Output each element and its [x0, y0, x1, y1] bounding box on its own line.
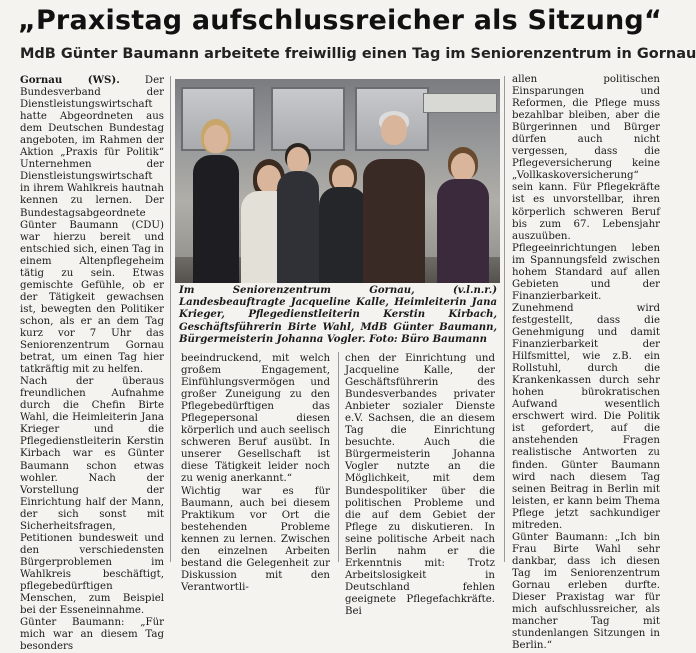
paragraph: beeindruckend, mit welch großem Engagement, Einfühlungsvermögen und großer Zuneigung zu den Pflegebedürftigen das Pflegepersonal diesen körperlich und auch seelisch schweren Beruf ausübt. In unserer Gesellschaft ist diese Tätigkeit leider noch zu wenig anerkannt.“ [181, 353, 330, 485]
paragraph: Pflegeeinrichtungen leben im Spannungsfeld zwischen hohem Standard auf allen Gebieten und der Finanzierbarkeit. Zunehmend wird festgestellt, dass die Genehmigung und damit Finanzierbarkeit der Hilfsmittel, wie z.B. ein Rollstuhl, durch die Krankenkassen durch sehr hohen bürokratischen Aufwand wesentlich erschwert wird. Die Politik ist gefordert, auf die anstehenden Fragen realistische Antworten zu finden. Günter Baumann wird nach diesem Tag seinen Beitrag in Berlin mit leisten, er kann beim Thema Pflege jetzt sachkundiger mitreden. [512, 242, 660, 531]
person-silhouette [319, 123, 367, 283]
paragraph: Nach der überaus freundlichen Aufnahme durch die Chefin Birte Wahl, die Heimleiterin Jana Krieger und die Pflegedienstleiterin Kerstin Kirbach war es Günter Baumann schon etwas wohler. Nach der Vorstellung der Einrichtung half der Mann, der sich sonst mit Sicherheitsfragen, Petitionen bundesweit und den verschiedensten Bürgerproblemen im Wahlkreis beschäftigt, pflegebedürftigen Menschen, zum Beispiel bei der Esseneinnahme. [20, 376, 164, 617]
paragraph: allen politischen Einsparungen und Reformen, die Pflege muss bezahlbar bleiben, aber die Bürgerinnen und Bürger dürfen auch nicht vergessen, dass die Pflegeversicherung keine „Vollkaskoversicherung“ sein kann. Für Pflegekräfte ist es unvorstellbar, ihren körperlich schweren Beruf bis zum 67. Lebensjahr auszuüben. [512, 74, 660, 242]
person-silhouette [363, 97, 425, 283]
photo-sign [423, 93, 497, 113]
person-silhouette [193, 101, 239, 283]
column-divider [338, 352, 339, 562]
column-divider [170, 76, 171, 562]
person-silhouette [277, 113, 319, 283]
paragraph: Günter Baumann: „Ich bin Frau Birte Wahl sehr dankbar, dass ich diesen Tag im Seniorenzentrum Gornau erleben durfte. Dieser Praxistag war für mich aufschlussreicher, als mancher Tag mit stundenlangen Sitzungen in Berlin.“ [512, 531, 660, 652]
article-column-4 [512, 74, 660, 652]
paragraph: Wichtig war es für Baumann, auch bei diesem Praktikum vor Ort die bestehenden Probleme kennen zu lernen. Zwischen den einzelnen Arbeiten bestand die Gelegenheit zur Diskussion mit den Verantwortli- [181, 485, 330, 593]
lead-paragraph [20, 74, 164, 376]
paragraph: Günter Baumann: „Für mich war an diesem Tag besonders [20, 617, 164, 653]
article-column-3 [345, 353, 495, 617]
group-photo [175, 79, 500, 283]
article-column-2 [181, 353, 330, 593]
person-silhouette [437, 117, 489, 283]
lead-text: Der Bundesverband der Dienstleistungswirtschaft hatte Abgeordneten aus dem Deutschen Bundestag angeboten, im Rahmen der Aktion „Praxis für Politik“ Unternehmen der Dienstleistungswirtschaft in ihrem Wahlkreis hautnah kennen zu lernen. Der Bundestagsabgeordnete Günter Baumann (CDU) war hierzu bereit und entschied sich, einen Tag in einem Altenpflegeheim tätig zu sein. Etwas gemischte Gefühle, ob er der Tätigkeit gewachsen ist, bewegten den Politiker schon, als er an dem Tag kurz vor 7 Uhr das Seniorenzentrum Gornau betrat, um einen Tag hier tatkräftig mit zu helfen. [20, 75, 164, 376]
article-column-1 [20, 74, 164, 653]
photo-caption: Im Seniorenzentrum Gornau, (v.l.n.r.) Landesbeauftragte Jacqueline Kalle, Heimleiterin Jana Krieger, Pflegedienstleiterin Kerstin Kirbach, Geschäftsführerin Birte Wahl, MdB Günter Baumann, Bürgermeisterin Johanna Vogler. Foto: Büro Baumann [179, 285, 497, 345]
column-divider [504, 76, 505, 562]
subheadline: MdB Günter Baumann arbeitete freiwillig einen Tag im Seniorenzentrum in Gornau [20, 46, 696, 62]
dateline: Gornau (WS). [20, 74, 120, 86]
headline: „Praxistag aufschlussreicher als Sitzung“ [18, 5, 662, 36]
paragraph: chen der Einrichtung und Jacqueline Kalle, der Geschäftsführerin des Bundesverbandes privater Anbieter sozialer Dienste e.V. Sachsen, die an diesem Tag die Einrichtung besuchte. Auch die Bürgermeisterin Johanna Vogler nutzte an die Möglichkeit, mit dem Bundespolitiker über die politischen Probleme und die auf dem Gebiet der Pflege zu diskutieren. In seine politische Arbeit nach Berlin nahm er die Erkenntnis mit: Trotz Arbeitslosigkeit in Deutschland fehlen geeignete Pflegefachkräfte. Bei [345, 353, 495, 617]
